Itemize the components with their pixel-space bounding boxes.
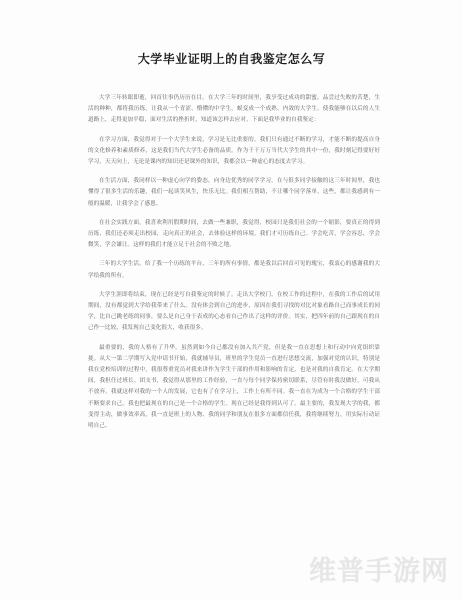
paragraph-character: 最重要的，我的人格有了升华。虽然到如今自己都没有加入共产党，但是我一直在思想上和行动中向党组织靠拢。从大一第二学期写入党申请书开始，我就辅导员，班里的学生党员一直进行思想交流，加强对党的认识，特别是我在党校培训的过程中，我很尊重党员对我来讲作为学生干部的作用和影响的肯定，也是对我的自我肯定。在大学期间，我担任过班长、团支书，我觉得从那里的工作经验，一直与每个同学保持密切联系，尽管有时我没做好，可我从不放弃。我就这样对我的一个人的发展，它也有了在学习上，工作上有所不同。我一直在为成为一个合格的学生干部不断要求自己。我也把最现在的自己是一个合格的学生。现在已经是我得到认可了。最主要的，我发现大学的我，都变得主动，做事效率高，我一直是班上的人物、我的同学和朋友在很多方面都信任我，我将继续努力，用实际行动证明自己。 [88, 344, 380, 430]
paragraph-intro: 大学三年转眼即逝，回首往事仍历历在目。在大学三年的时间里，我享受过成功的甜蜜，品尝过失败的苦楚，生活的种种，都将我历练，让我从一个青涩、懵懂的中学生，蜕变成一个成熟、内敛的大学生。使我能够在以后的人生道路上，走得更加平稳，面对生活的挫折时，知道该怎样去应对。下面是我毕业的自我鉴定： [88, 95, 380, 124]
document-body [88, 93, 380, 440]
site-watermark: 维普手游网 [309, 556, 449, 587]
document-title: 大学毕业证明上的自我鉴定怎么写 [137, 52, 326, 66]
paragraph-study: 在学习方面，我觉得对于一个大学生来说，学习是无比重要的。我们只有通过不断的学习，才能不断的提高自身的文化修养和素质修养，这是我们当代大学生必备的品质。作为千千万万当代大学生的其中一份，我时刻记得要好好学习，天天向上，无论是课内的知识还是课外的知识，我都会以一种虚心的态度去学习。 [88, 136, 380, 166]
paragraph-summary: 三年的大学生活，给了我一个历练的平台，三年的所有事情，都是我以后回首可见的瑰宝，我衷心的感谢我的大学给我的所有。 [88, 261, 380, 279]
paragraph-reflection: 大学生涯即将结束，现在已经是写自我鉴定的时候了。走出大学校门，在校工作的过程中，在我的工作后的试用期间，没有都觉到大学给我带来了什么。没有体会到自己的进步，原因在我们寻找的对比对象看路自己而事成长的同学，比自己跳老练的同事，要么是自己身于表成的心态看自己作出了这样的评价。其实，把四年前的自己跟现在的自己作一比较，我发现自己变化很大，收获很多。 [88, 291, 380, 332]
paragraph-life: 在生活方面，我同样以一种虚心向学的姿态，向身边优秀的同学学习。在与很多同学接触的这三年时间里，我也懂得了很多生活的乐趣，我们一起谈笑风生，快乐无比。我们相互帮助，不让哪个同学落单，这些，都让我感到有一般的温暖，让我学会了感恩。 [88, 178, 380, 207]
paragraph-practice: 在社会实践方面，我喜欢利用假期时间，去做一些兼职，我觉得，校园只是我们社会的一个缩影，要真正的得到历练，我们还必须走出校园，走向真正的社会，去体验这样的环境。我们才可历练自己。学会吃苦，学会容忍，学会微笑，学会谦让。这样的我们才能立足于社会的不败之地。 [88, 219, 380, 249]
